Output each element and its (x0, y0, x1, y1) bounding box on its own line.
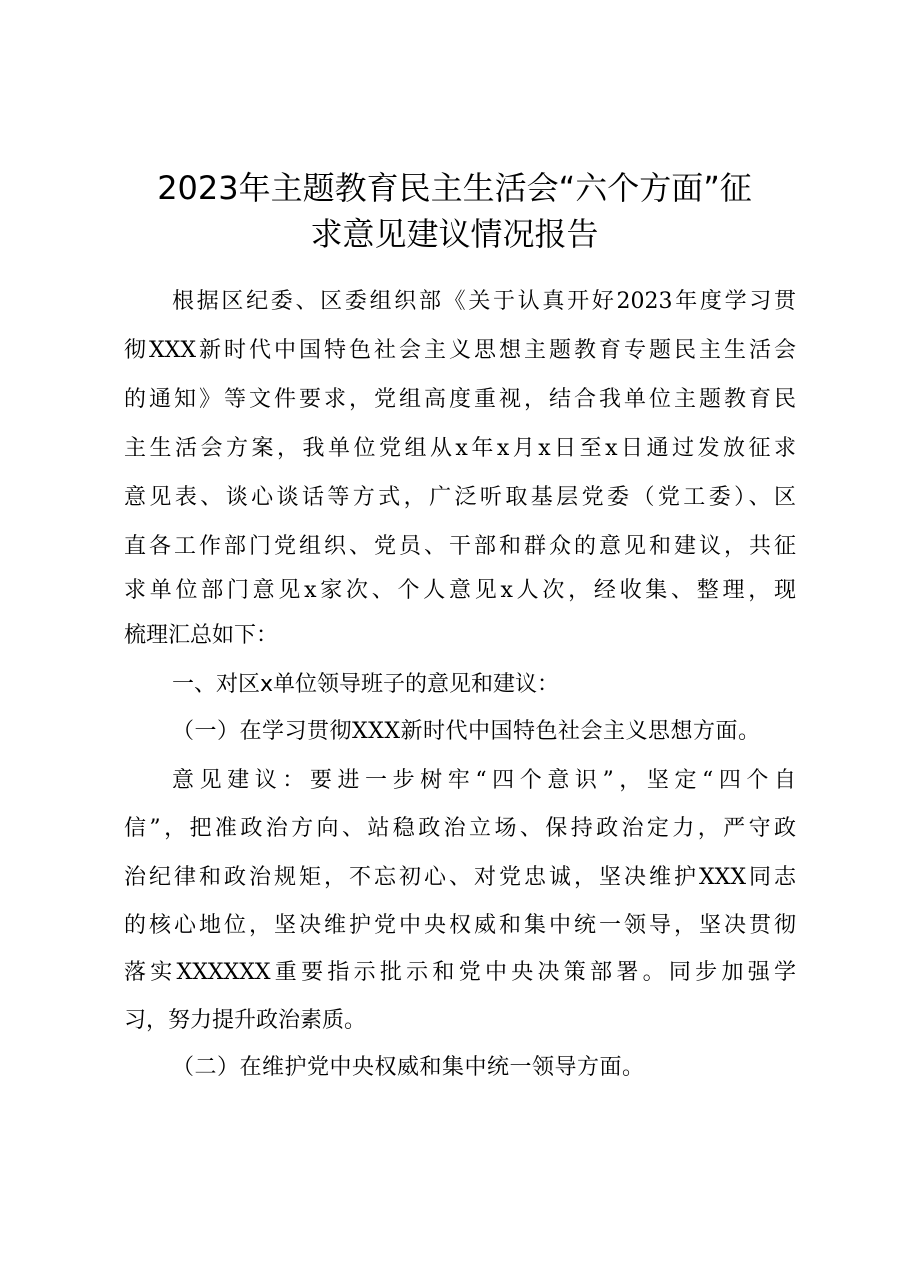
document-title-line-1: 2023年主题教育民主生活会“六个方面”征 (157, 169, 752, 207)
subsection-heading: （二）在维护党中央权威和集中统一领导方面。 (172, 1055, 645, 1080)
body-line: 意见建议：要进一步树牢“四个意识”，坚定“四个自 (172, 768, 796, 793)
subsection-heading: （一）在学习贯彻XXX新时代中国特色社会主义思想方面。 (172, 719, 761, 744)
intro-line: 求单位部门意见x家次、个人意见x人次，经收集、整理，现 (124, 578, 796, 603)
body-line: 信”，把准政治方向、站稳政治立场、保持政治定力，严守政 (124, 816, 796, 841)
intro-line: 主生活会方案，我单位党组从x年x月x日至x日通过发放征求 (124, 436, 796, 461)
intro-line: 直各工作部门党组织、党员、干部和群众的意见和建议，共征 (124, 534, 796, 559)
body-line: 的核心地位，坚决维护党中央权威和集中统一领导，坚决贯彻 (124, 913, 796, 938)
section-heading: 一、对区x单位领导班子的意见和建议： (172, 672, 560, 697)
document-title-line-2: 求意见建议情况报告 (310, 215, 599, 253)
intro-line: 梳理汇总如下： (124, 623, 279, 648)
body-line: 落实XXXXXX重要指示批示和党中央决策部署。同步加强学 (124, 960, 796, 985)
body-line: 治纪律和政治规矩，不忘初心、对党忠诚，坚决维护XXX同志 (124, 865, 796, 890)
intro-line: 彻XXX新时代中国特色社会主义思想主题教育专题民主生活会 (124, 338, 796, 363)
body-line: 习，努力提升政治素质。 (124, 1008, 367, 1033)
intro-line: 意见表、谈心谈话等方式，广泛听取基层党委（党工委）、区 (124, 485, 796, 510)
intro-line: 根据区纪委、区委组织部《关于认真开好2023年度学习贯 (172, 289, 796, 314)
intro-line: 的通知》等文件要求，党组高度重视，结合我单位主题教育民 (124, 387, 796, 412)
